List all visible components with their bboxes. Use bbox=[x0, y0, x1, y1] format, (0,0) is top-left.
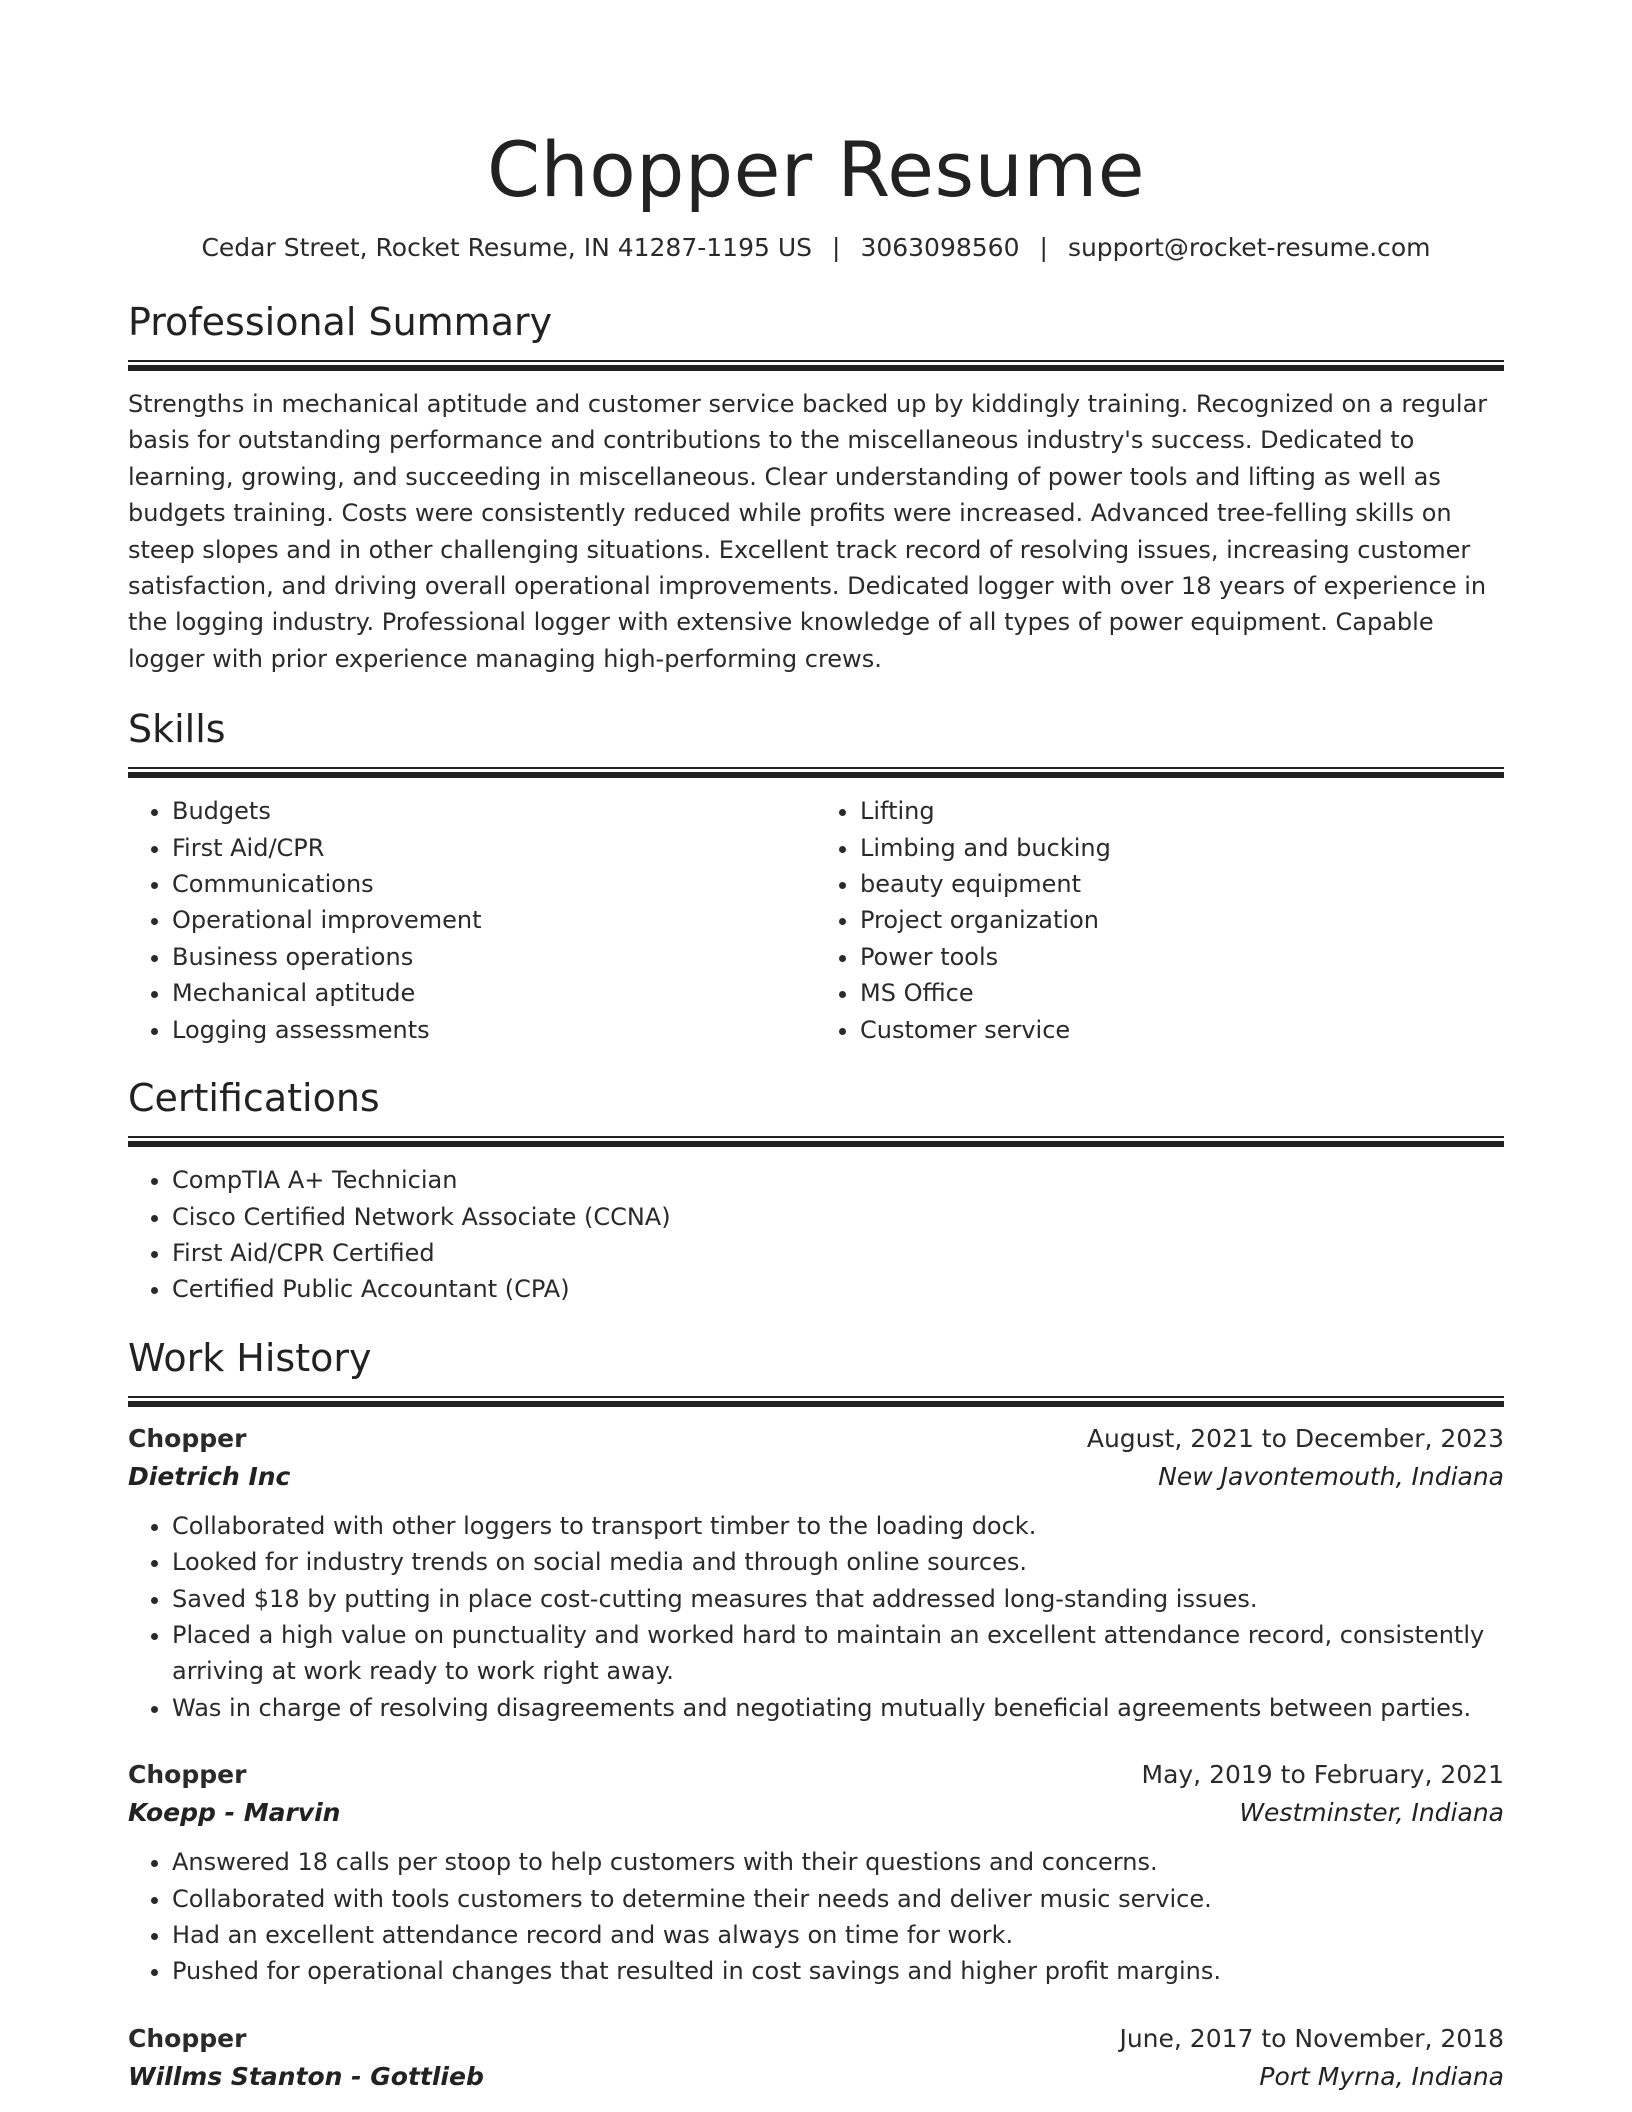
skills-columns bbox=[128, 793, 1504, 1048]
duty-item: • Collaborated with tools customers to determine their needs and deliver music service. bbox=[172, 1881, 1504, 1917]
job-title: Chopper bbox=[128, 2023, 247, 2053]
job-company: Dietrich Inc bbox=[128, 1461, 291, 1491]
job-location: New Javontemouth, Indiana bbox=[1158, 1461, 1504, 1491]
skill-item: • Budgets bbox=[172, 793, 816, 829]
duty-item: • Collaborated with other loggers to transport timber to the loading dock. bbox=[172, 1508, 1504, 1544]
skill-item: • MS Office bbox=[860, 975, 1504, 1011]
skill-item: • Lifting bbox=[860, 793, 1504, 829]
contact-line bbox=[128, 232, 1504, 264]
summary-heading: Professional Summary bbox=[128, 300, 553, 344]
job-entry bbox=[128, 1756, 1504, 1990]
section-divider bbox=[128, 360, 1504, 372]
skills-list-left bbox=[128, 793, 816, 1048]
job-subheader bbox=[128, 2058, 1504, 2096]
job-company: Koepp - Marvin bbox=[128, 1798, 341, 1828]
job-subheader bbox=[128, 1458, 1504, 1496]
duty-item: • Had an excellent attendance record and was always on time for work. bbox=[172, 1917, 1504, 1953]
skill-item: • Communications bbox=[172, 866, 816, 902]
certification-item: • Certified Public Accountant (CPA) bbox=[172, 1271, 1504, 1307]
contact-phone: 3063098560 bbox=[860, 233, 1020, 262]
skill-item: • Business operations bbox=[172, 939, 816, 975]
contact-separator: | bbox=[1039, 233, 1048, 262]
certification-item: • Cisco Certified Network Associate (CCNA) bbox=[172, 1199, 1504, 1235]
job-dates: June, 2017 to November, 2018 bbox=[1119, 2023, 1504, 2053]
summary-text: Strengths in mechanical aptitude and customer service backed up by kiddingly training. Recognized on a regular basis for outstanding performance and contributions to the miscellaneous industry's success. Dedicated to learning, growing, and succeeding in miscellaneous. Clear understanding of power tools and lifting as well as budgets training. Costs were consistently reduced while profits were increased. Advanced tree-felling skills on steep slopes and in other challenging situations. Excellent track record of resolving issues, increasing customer satisfaction, and driving overall operational improvements. Dedicated logger with over 18 years of experience in the logging industry. Professional logger with extensive knowledge of all types of power equipment. Capable logger with prior experience managing high-performing crews. bbox=[128, 390, 1488, 673]
skill-item: • Customer service bbox=[860, 1012, 1504, 1048]
skill-item: • Project organization bbox=[860, 902, 1504, 938]
skills-list-right bbox=[816, 793, 1504, 1048]
job-subheader bbox=[128, 1794, 1504, 1832]
job-location: Port Myrna, Indiana bbox=[1259, 2061, 1504, 2091]
certifications-section bbox=[128, 1074, 1504, 1308]
skills-section bbox=[128, 705, 1504, 1048]
job-entry bbox=[128, 1420, 1504, 1726]
job-title: Chopper bbox=[128, 1760, 247, 1790]
skill-item: • Power tools bbox=[860, 939, 1504, 975]
certification-item: • First Aid/CPR Certified bbox=[172, 1235, 1504, 1271]
section-divider bbox=[128, 1136, 1504, 1148]
resume-name: Chopper Resume bbox=[486, 125, 1146, 214]
contact-separator: | bbox=[832, 233, 841, 262]
skills-heading: Skills bbox=[128, 707, 226, 752]
summary-section bbox=[128, 298, 1504, 677]
job-location: Westminster, Indiana bbox=[1239, 1798, 1504, 1828]
job-header bbox=[128, 1756, 1504, 1794]
contact-email: support@rocket-resume.com bbox=[1067, 233, 1431, 262]
job-title: Chopper bbox=[128, 1423, 247, 1453]
duty-item: • Answered 18 calls per stoop to help customers with their questions and concerns. bbox=[172, 1844, 1504, 1880]
skill-item: • Limbing and bucking bbox=[860, 830, 1504, 866]
job-header bbox=[128, 2020, 1504, 2058]
duty-item: • Was in charge of resolving disagreements and negotiating mutually beneficial agreements between parties. bbox=[172, 1690, 1504, 1726]
job-dates: August, 2021 to December, 2023 bbox=[1086, 1423, 1504, 1453]
job-entry bbox=[128, 2020, 1504, 2096]
certifications-heading: Certifications bbox=[128, 1076, 380, 1121]
contact-address: Cedar Street, Rocket Resume, IN 41287-1195 US bbox=[201, 233, 812, 262]
certifications-list bbox=[128, 1162, 1504, 1308]
job-company: Willms Stanton - Gottlieb bbox=[128, 2061, 484, 2091]
resume-page bbox=[128, 0, 1504, 2096]
job-dates: May, 2019 to February, 2021 bbox=[1141, 1760, 1504, 1790]
section-divider bbox=[128, 767, 1504, 779]
job-duties bbox=[128, 1508, 1504, 1726]
work-history-heading: Work History bbox=[128, 1335, 372, 1380]
skill-item: • Operational improvement bbox=[172, 902, 816, 938]
skill-item: • First Aid/CPR bbox=[172, 830, 816, 866]
certification-item: • CompTIA A+ Technician bbox=[172, 1162, 1504, 1198]
skill-item: • Mechanical aptitude bbox=[172, 975, 816, 1011]
work-history-section bbox=[128, 1334, 1504, 2096]
job-header bbox=[128, 1420, 1504, 1458]
duty-item: • Pushed for operational changes that resulted in cost savings and higher profit margins. bbox=[172, 1953, 1504, 1989]
duty-item: • Placed a high value on punctuality and worked hard to maintain an excellent attendance record, consistently arriving at work ready to work right away. bbox=[172, 1617, 1504, 1690]
duty-item: • Looked for industry trends on social media and through online sources. bbox=[172, 1544, 1504, 1580]
skill-item: • Logging assessments bbox=[172, 1012, 816, 1048]
job-duties bbox=[128, 1844, 1504, 1990]
skill-item: • beauty equipment bbox=[860, 866, 1504, 902]
section-divider bbox=[128, 1396, 1504, 1408]
duty-item: • Saved $18 by putting in place cost-cutting measures that addressed long-standing issues. bbox=[172, 1581, 1504, 1617]
